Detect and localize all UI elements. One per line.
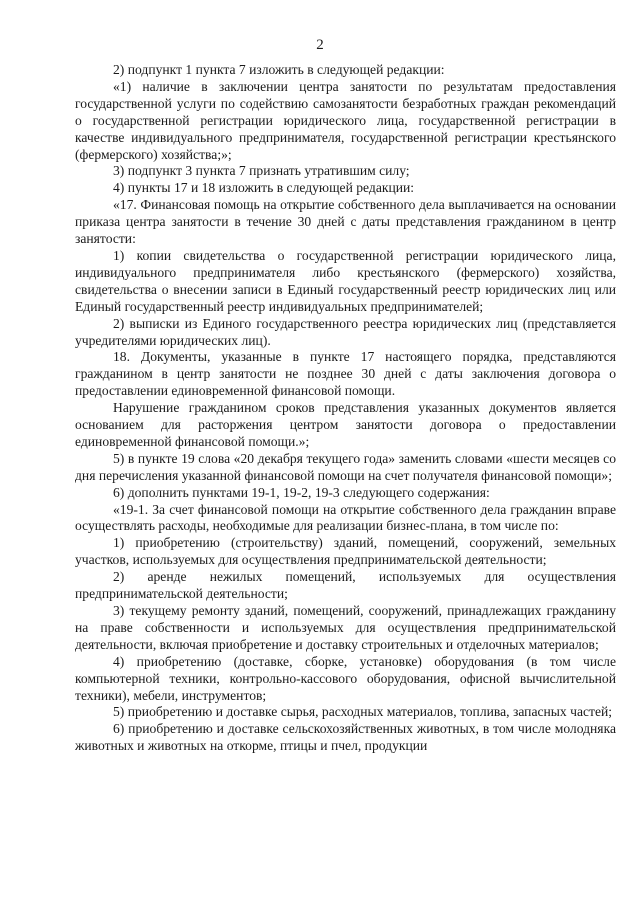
paragraph-point-17-sub-1: 1) копии свидетельства о государственной регистрации юридического лица, индивидуального предпринимателя либо крестьянского (фермерского) хозяйства, свидетельства о внесении записи в Единый государственный реестр юридических лиц или Единый государственный реестр индивидуальных предпринимателей; <box>75 247 616 314</box>
page-number: 2 <box>316 37 324 53</box>
paragraph-point-17: «17. Финансовая помощь на открытие собственного дела выплачивается на основании приказа центра занятости в течение 30 дней с даты представления гражданином в центр занятости: <box>75 197 616 247</box>
paragraph-point-19-1: «19-1. За счет финансовой помощи на открытие собственного дела гражданин вправе осуществлять расходы, необходимые для реализации бизнес-плана, в том числе по: <box>75 501 616 534</box>
paragraph-violation: Нарушение гражданином сроков представления указанных документов является основанием для расторжения центром занятости договора о предоставлении единовременной финансовой помощи.»; <box>75 400 616 449</box>
paragraph-point-17-sub-2: 2) выписки из Единого государственного реестра юридических лиц (представляется учредителями юридических лиц). <box>75 315 616 348</box>
paragraph-item-5: 5) в пункте 19 слова «20 декабря текущего года» заменить словами «шести месяцев со дня перечисления указанной финансовой помощи на счет получателя финансовой помощи»; <box>75 450 616 483</box>
paragraph-point-19-1-sub-5: 5) приобретению и доставке сырья, расходных материалов, топлива, запасных частей; <box>113 704 613 720</box>
document-body <box>75 62 616 755</box>
paragraph-point-19-1-sub-3: 3) текущему ремонту зданий, помещений, сооружений, принадлежащих гражданину на праве собственности и используемых для осуществления предпринимательской деятельности, включая приобретение и доставку строительных и отделочных материалов; <box>75 603 616 652</box>
paragraph-item-2: 2) подпункт 1 пункта 7 изложить в следующей редакции: <box>113 62 445 77</box>
paragraph-item-6: 6) дополнить пунктами 19-1, 19-2, 19-3 следующего содержания: <box>113 484 490 500</box>
paragraph-item-4: 4) пункты 17 и 18 изложить в следующей редакции: <box>113 180 415 196</box>
paragraph-point-19-1-sub-4: 4) приобретению (доставке, сборке, установке) оборудования (в том числе компьютерной техники, контрольно-кассового оборудования, офисной вычислительной техники), мебели, инструментов; <box>75 653 616 703</box>
paragraph-point-19-1-sub-6: 6) приобретению и доставке сельскохозяйственных животных, в том числе молодняка животных и животных на откорме, птицы и пчел, продукции <box>75 721 616 754</box>
paragraph-subitem-1-text: «1) наличие в заключении центра занятости по результатам предоставления государственной услуги по содействию самозанятости безработных граждан рекомендаций о государственной регистрации юридического лица, государственной регистрации в качестве индивидуального предпринимателя, государственной регистрации крестьянского (фермерского) хозяйства;»; <box>75 78 616 162</box>
paragraph-point-19-1-sub-2: 2) аренде нежилых помещений, используемых для осуществления предпринимательской деятельности; <box>75 569 616 602</box>
paragraph-point-19-1-sub-1: 1) приобретению (строительству) зданий, помещений, сооружений, земельных участков, используемых для осуществления предпринимательской деятельности; <box>75 535 616 568</box>
paragraph-item-3: 3) подпункт 3 пункта 7 признать утратившим силу; <box>113 163 410 179</box>
paragraph-point-18: 18. Документы, указанные в пункте 17 настоящего порядка, представляются гражданином в центр занятости не позднее 30 дней с даты заключения договора о предоставлении единовременной финансовой помощи. <box>75 349 616 399</box>
